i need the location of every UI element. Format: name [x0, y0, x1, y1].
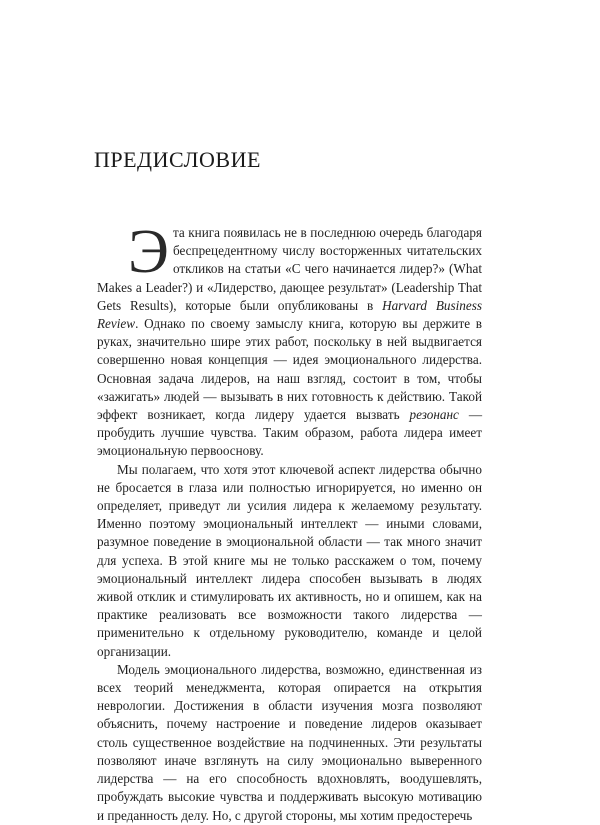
paragraph — [97, 461, 482, 661]
paragraph — [97, 661, 482, 825]
italic-text: резонанс — [409, 407, 459, 423]
text-run: — пробудить лучшие чувства. Таким образом, работа лидера имеет эмоциональную первооснову. — [97, 407, 483, 459]
chapter-title: ПРЕДИСЛОВИЕ — [94, 147, 261, 172]
italic-text: Harvard Business Review — [97, 297, 482, 332]
text-run: Мы полагаем, что хотя этот ключевой аспект лидерства обычно не бросается в глаза или полностью игнорируется, но именно он определяет, приведут ли усилия лидера к желаемому результату. Именно поэтому эмоциональный интеллект — иными словами, разумное поведение в эмоциональной области — так много значит для успеха. В этой книге мы не только расскажем о том, почему эмоциональный интеллект лидера способен вызывать в людях живой отклик и стимулировать их активность, но и опишем, как на практике реализовать все возможности такого лидерства — применительно к отдельному руководителю, команде и целой организации. — [97, 461, 482, 659]
paragraph — [97, 218, 483, 461]
text-run: . Однако по своему замыслу книга, которую вы держите в руках, значительно шире этих работ, поскольку в ней выдвигается совершенно новая концепция — идея эмоционального лидерства. Основная задача лидеров, на наш взгляд, состоит в том, чтобы «зажигать» людей — вызывать в них готовность к действию. Такой эффект возникает, когда лидеру удается вызвать — [97, 316, 482, 423]
drop-cap: Э — [128, 218, 169, 286]
text-run: та книга появилась не в последнюю очередь благодаря беспрецедентному числу восторженных читательских откликов на статьи «С чего начинается лидер?» (What Makes a Leader?) и «Лидерство, дающее результат» (Leadership That Gets Results), которые были опубликованы в — [97, 225, 482, 313]
body-text — [97, 218, 483, 825]
text-run: Модель эмоционального лидерства, возможно, единственная из всех теорий менеджмента, которая опирается на открытия неврологии. Достижения в области изучения мозга позволяют объяснить, почему настроение и поведение лидеров оказывает столь существенное воздействие на подчиненных. Эти результаты позволяют иначе взглянуть на силу эмоционально выверенного лидерства — на его способность вдохновлять, воодушевлять, пробуждать высокие чувства и поддерживать высокую мотивацию и преданность делу. Но, с другой стороны, мы хотим предостеречь — [97, 661, 482, 823]
